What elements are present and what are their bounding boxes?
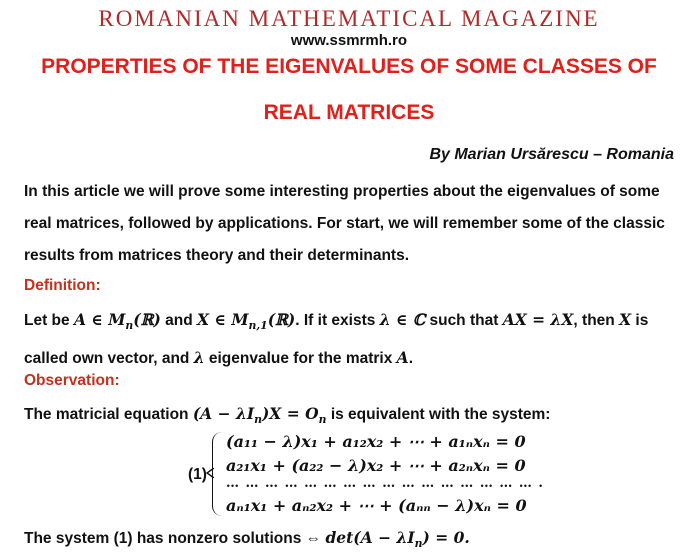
- obs-text-2: is equivalent with the system:: [326, 406, 551, 423]
- magazine-title: ROMANIAN MATHEMATICAL MAGAZINE: [98, 6, 600, 31]
- article-title-line-2: REAL MATRICES: [263, 101, 435, 124]
- system-brace-tip: [206, 468, 214, 478]
- def-math-1: A ∈ $M_n(ℝ)$: [73, 310, 161, 333]
- concl-math-1: $\det(A - \lambda I_n) = 0$.: [325, 528, 470, 551]
- intro-paragraph: In this article we will prove some interesting properties about the eigenvalues of some real matrices, followed by applications. For start, we will remember some of the classic results from matrices theory and their determinants.: [24, 183, 665, 264]
- def-math-4: AX = λX: [502, 310, 574, 329]
- observation-heading: Observation:: [24, 372, 120, 389]
- def-math-3: λ ∈ ℂ: [379, 310, 426, 329]
- system-equation-n: aₙ₁x₁ + aₙ₂x₂ + ⋯ + (aₙₙ − λ)xₙ = 0: [226, 496, 527, 515]
- article-title-line-1: PROPERTIES OF THE EIGENVALUES OF SOME CLASSES OF: [41, 55, 657, 78]
- definition-paragraph: [24, 304, 684, 375]
- def-math-5: X: [619, 310, 632, 329]
- def-text-5: , then: [573, 312, 620, 329]
- obs-math-1: $(A - \lambda I_n)X = O_n$: [192, 404, 327, 427]
- conclusion-paragraph: [24, 522, 684, 560]
- def-text-2: and: [160, 312, 198, 329]
- system-equation-1: (a₁₁ − λ)x₁ + a₁₂x₂ + ⋯ + a₁ₙxₙ = 0: [226, 432, 526, 451]
- definition-heading: Definition:: [24, 277, 101, 294]
- article-author: By Marian Ursărescu – Romania: [429, 146, 674, 163]
- observation-paragraph: [24, 398, 684, 436]
- def-text-7: eigenvalue for the matrix: [204, 350, 397, 368]
- def-text-8: .: [408, 350, 414, 368]
- def-math-2: X ∈ $M_{n,1}(ℝ)$: [197, 310, 296, 333]
- def-text-4: such that: [425, 312, 503, 329]
- def-text-6: is called own vector, and: [24, 312, 649, 368]
- def-text-3: . If it exists: [295, 312, 380, 329]
- concl-text-1: The system (1) has nonzero solutions ⇔: [24, 530, 326, 547]
- def-math-7: A: [396, 348, 409, 368]
- system-equation-2: a₂₁x₁ + (a₂₂ − λ)x₂ + ⋯ + a₂ₙxₙ = 0: [226, 456, 526, 475]
- obs-text-1: The matricial equation: [24, 406, 193, 423]
- def-text-1: Let be: [24, 312, 74, 329]
- system-dots-row: … … … … … … … … … … … … … … … … .: [226, 476, 544, 491]
- magazine-url[interactable]: www.ssmrmh.ro: [290, 32, 408, 49]
- def-math-6: λ: [193, 348, 205, 368]
- system-label: (1): [188, 466, 207, 483]
